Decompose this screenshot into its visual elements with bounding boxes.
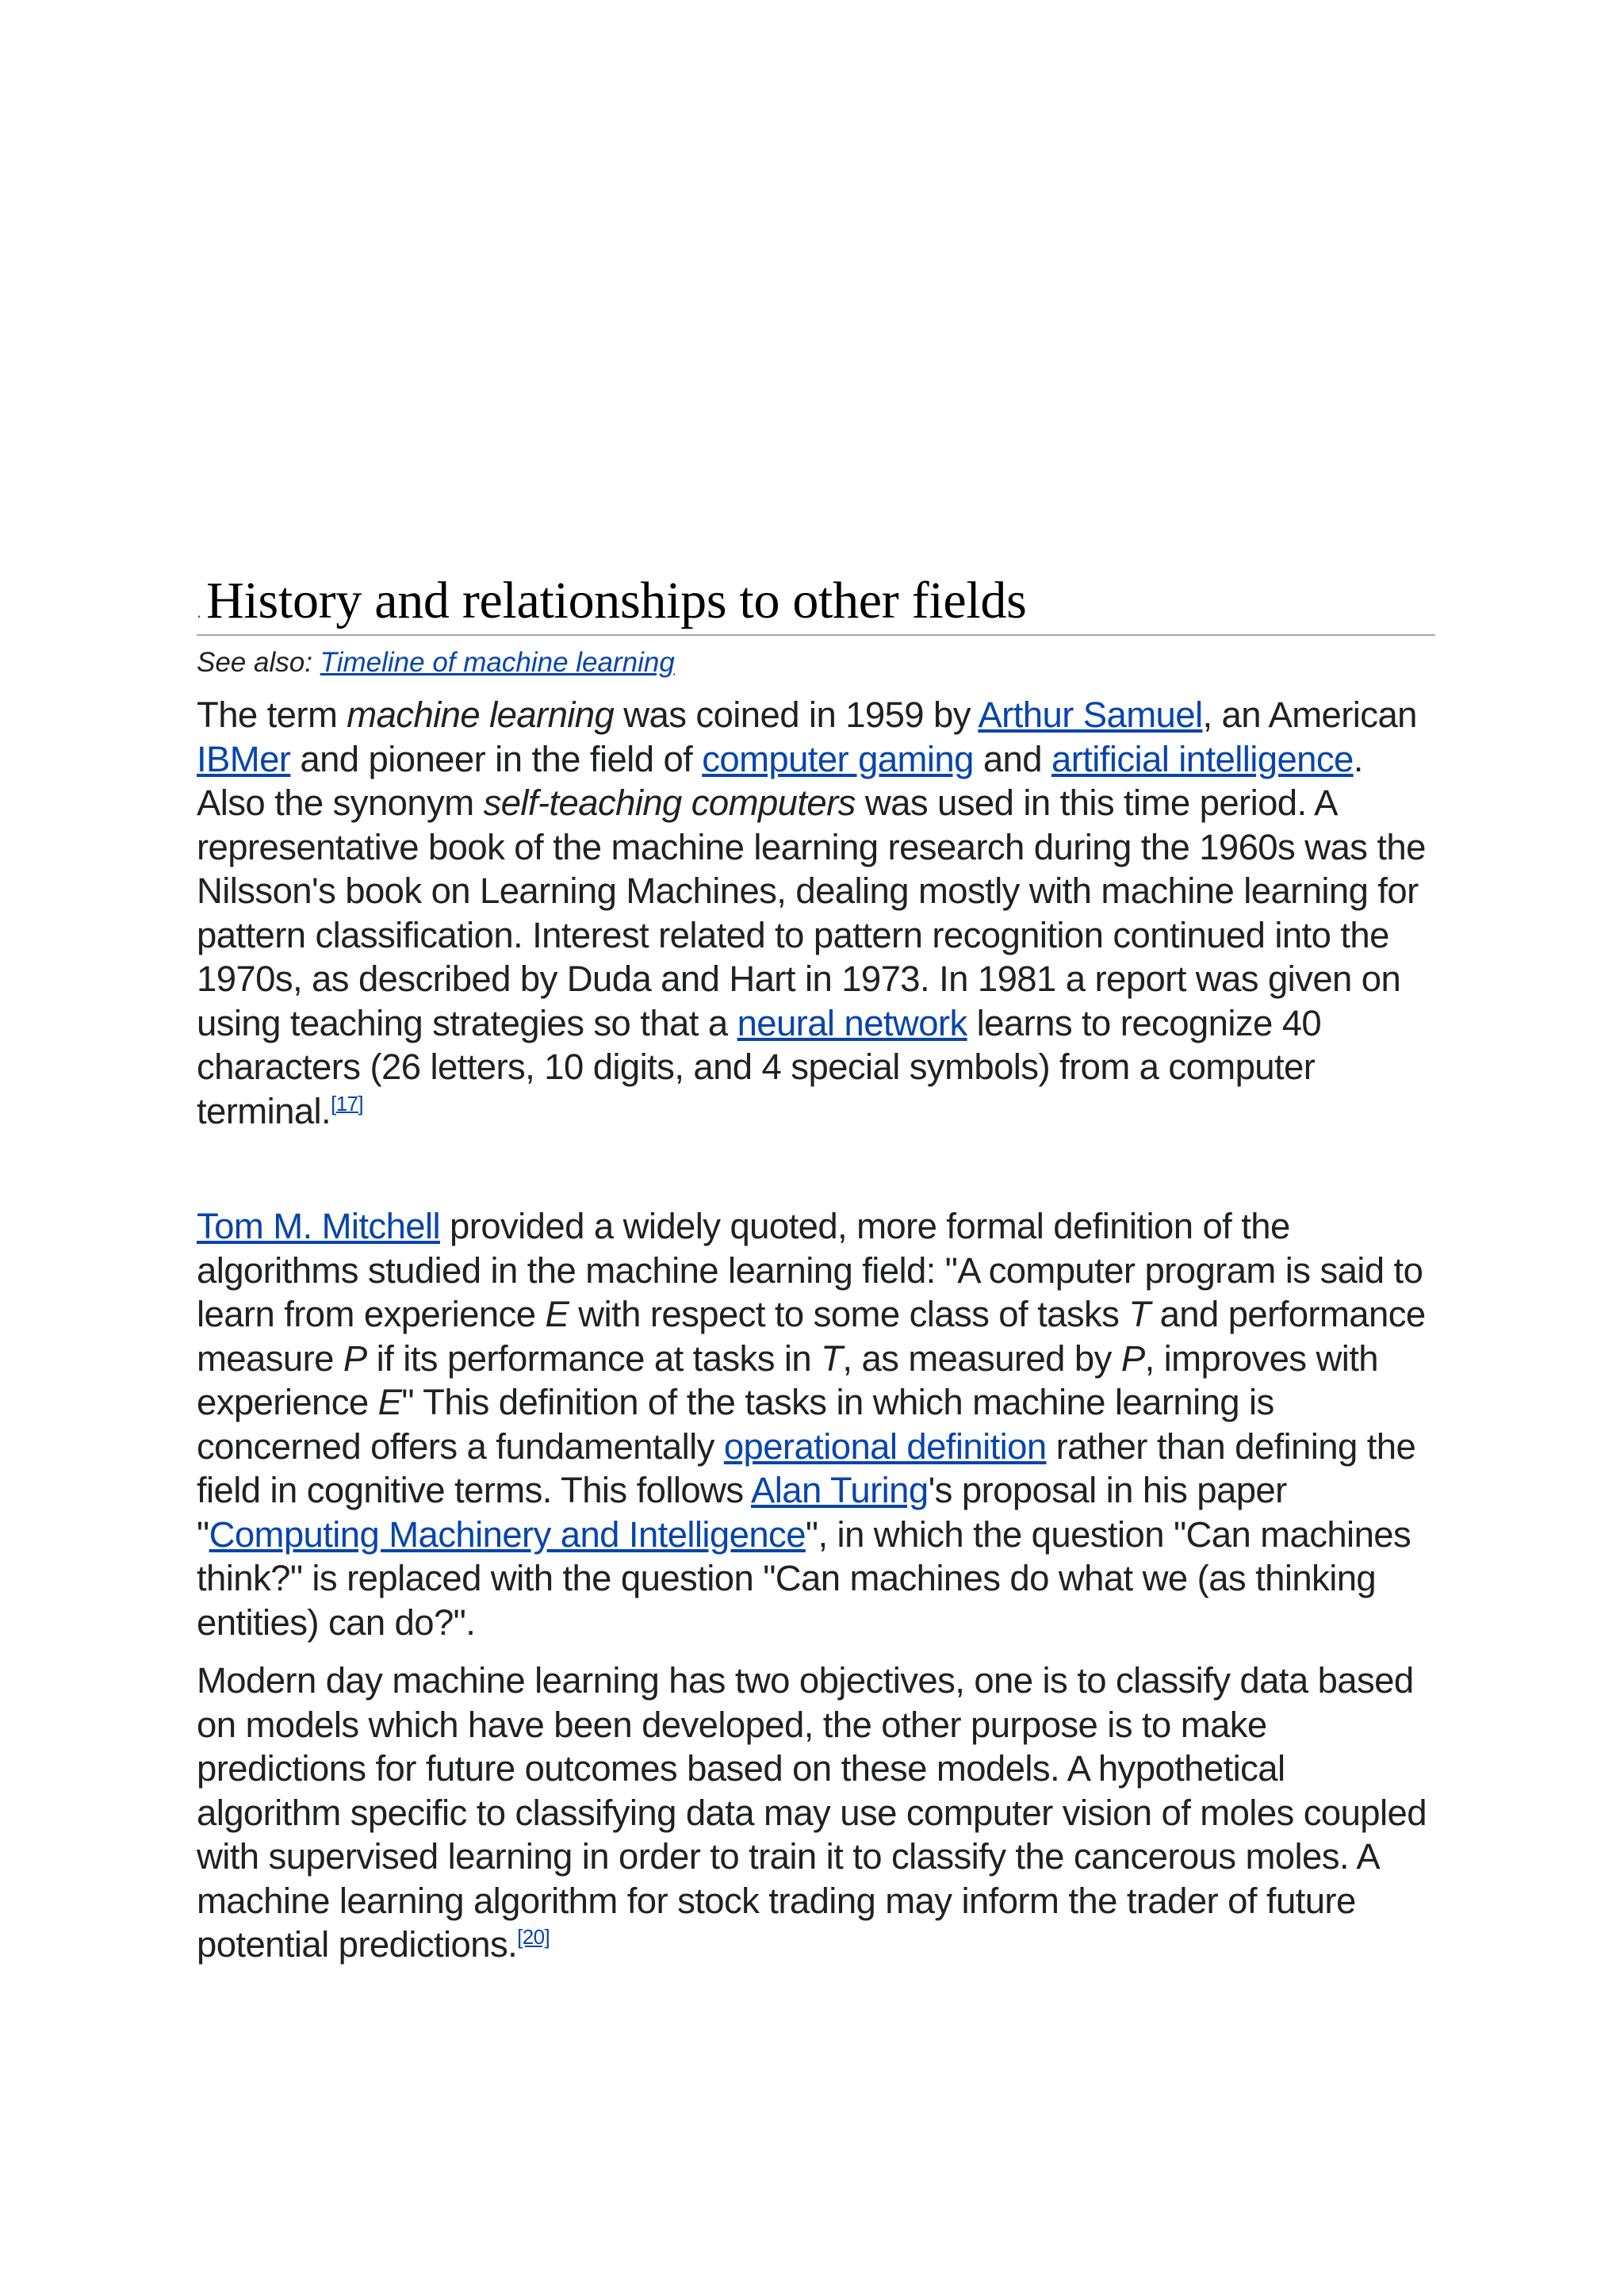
variable-p: P <box>343 1337 367 1379</box>
see-also-hatnote <box>197 647 1434 679</box>
operational-definition-link[interactable]: operational definition <box>723 1425 1047 1467</box>
term-emphasis: machine learning <box>347 695 615 735</box>
alan-turing-link[interactable]: Alan Turing <box>751 1470 929 1510</box>
text: with respect to some class of tasks <box>569 1294 1129 1334</box>
section-heading: History and relationships to other fields <box>206 572 1027 629</box>
reference-17 <box>331 1091 363 1115</box>
section-heading-row <box>197 571 1435 636</box>
text: Modern day machine learning has two objectives, one is to classify data based on models which have been developed, the other purpose is to make predictions for future outcomes based on these models. A hypothetical algorithm specific to classifying data may use computer vision of moles coupled with supervised learning in order to train it to classify the cancerous moles. A machine learning algorithm for stock trading may inform the trader of future potential predictions. <box>197 1660 1427 1965</box>
paragraph-modern-objectives <box>197 1659 1434 1967</box>
text: , an American <box>1202 695 1417 735</box>
text: was used in this time period. A representative book of the machine learning research during the 1960s was the Nilsson's book on Learning Machines, dealing mostly with machine learning for pattern classification. Interest related to pattern recognition continued into the 1970s, as described by Duda and Hart in 1973. In 1981 a report was given on using teaching strategies so that a <box>197 783 1426 1043</box>
variable-t: T <box>821 1337 843 1379</box>
reference-20 <box>517 1925 550 1949</box>
text: and performance measure <box>197 1294 1426 1379</box>
article-section <box>197 571 1434 1967</box>
ibmer-link[interactable]: IBMer <box>197 738 291 779</box>
computing-machinery-link[interactable]: Computing Machinery and Intelligence <box>209 1513 806 1555</box>
text: rather than defining the field in cognitive terms. This follows <box>197 1425 1416 1510</box>
text: was coined in 1959 by <box>614 695 979 735</box>
text: , improves with experience <box>197 1337 1378 1422</box>
variable-t: T <box>1128 1294 1151 1334</box>
text: 's proposal in his paper " <box>197 1470 1287 1555</box>
text: The term <box>197 695 347 735</box>
heading-bullet: . <box>197 602 202 622</box>
artificial-intelligence-link[interactable]: artificial intelligence <box>1051 738 1354 779</box>
paragraph-history <box>197 693 1434 1133</box>
variable-p: P <box>1120 1337 1145 1379</box>
variable-e: E <box>377 1382 402 1422</box>
arthur-samuel-link[interactable]: Arthur Samuel <box>978 695 1203 735</box>
text: . Also the synonym <box>197 738 1363 823</box>
text: and pioneer in the field of <box>290 738 703 779</box>
neural-network-link[interactable]: neural network <box>737 1002 967 1043</box>
computer-gaming-link[interactable]: computer gaming <box>702 738 974 779</box>
text: provided a widely quoted, more formal definition of the algorithms studied in the machine learning field: "A computer program is said to learn from experience <box>197 1206 1423 1334</box>
see-also-prefix: See also: <box>197 647 320 678</box>
text: , as measured by <box>842 1337 1121 1379</box>
reference-20-link[interactable]: [20] <box>517 1924 550 1949</box>
text: if its performance at tasks in <box>366 1337 822 1379</box>
reference-17-link[interactable]: [17] <box>331 1091 364 1115</box>
paragraph-mitchell-definition <box>197 1204 1434 1644</box>
text: and <box>973 738 1051 779</box>
tom-mitchell-link[interactable]: Tom M. Mitchell <box>197 1206 441 1246</box>
text: " This definition of the tasks in which machine learning is concerned offers a fundamentally <box>197 1382 1274 1467</box>
synonym-emphasis: self-teaching computers <box>483 783 856 823</box>
variable-e: E <box>545 1294 569 1334</box>
text: learns to recognize 40 characters (26 letters, 10 digits, and 4 special symbols) from a computer terminal. <box>197 1002 1322 1131</box>
text: ", in which the question "Can machines think?" is replaced with the question "Can machines do what we (as thinking entities) can do?". <box>197 1513 1411 1643</box>
timeline-link[interactable]: Timeline of machine learning <box>320 647 675 678</box>
